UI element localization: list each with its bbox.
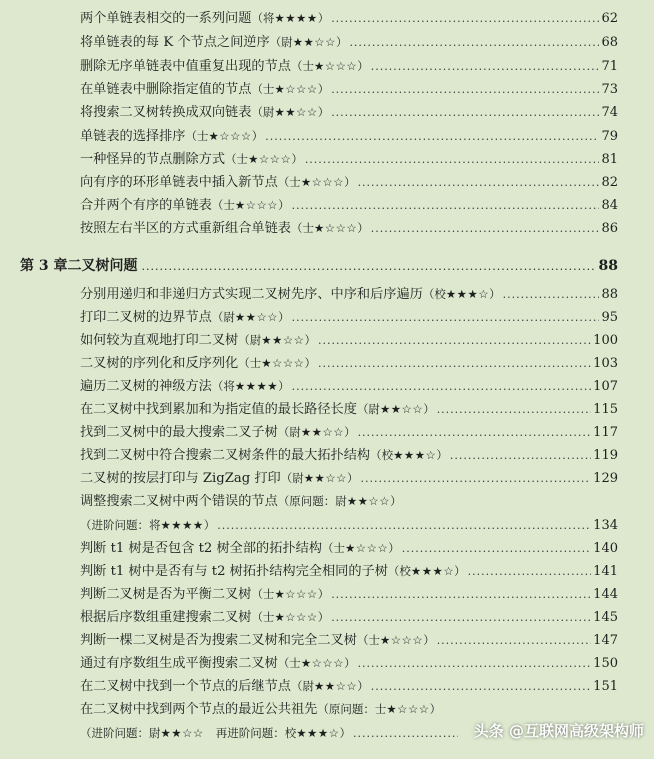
page-number: 86 xyxy=(601,221,618,236)
entry-title: 二叉树的序列化和反序列化 xyxy=(80,356,239,371)
difficulty-stars: ★★☆☆ xyxy=(160,726,204,740)
entry-title: 在二叉树中找到一个节点的后继节点 xyxy=(80,679,291,694)
page-number: 141 xyxy=(593,564,618,579)
toc-entry: 删除无序单链表中值重复出现的节点 （士 ★☆☆☆ ） ..... 71 xyxy=(80,57,618,76)
difficulty-stars: ★★★☆ xyxy=(296,726,340,740)
page-number: 107 xyxy=(593,379,618,394)
toc-entry: 按照左右半区的方式重新组合单链表 （士 ★☆☆☆ ） ..... 86 xyxy=(80,219,618,238)
page-number: 71 xyxy=(601,59,618,74)
page-number: 103 xyxy=(593,356,618,371)
entry-title: 一种怪异的节点删除方式 xyxy=(80,152,226,167)
difficulty-stars: ★☆☆☆ xyxy=(386,702,430,716)
toc-entry: 将搜索二叉树转换成双向链表 （尉 ★★☆☆ ） ..... 74 xyxy=(80,103,618,122)
leader-dots xyxy=(450,447,591,465)
leader-dots xyxy=(371,58,600,76)
leader-dots xyxy=(292,197,600,215)
entry-title: 在二叉树中找到两个节点的最近公共祖先 xyxy=(80,702,318,717)
toc-entry: 向有序的环形单链表中插入新节点 （士 ★☆☆☆ ） ..... 82 xyxy=(80,173,618,192)
difficulty-stars: ★★★★ xyxy=(160,518,204,532)
page-number: 62 xyxy=(601,11,618,26)
page-number: 82 xyxy=(601,175,618,190)
difficulty-stars: ★☆☆☆ xyxy=(261,356,305,370)
difficulty-stars: ★☆☆☆ xyxy=(344,541,389,555)
toc-entry: 遍历二叉树的神级方法 （将 ★★★★ ） ..... 107 xyxy=(80,377,618,396)
entry-title: 将搜索二叉树转换成双向链表 xyxy=(80,105,252,120)
entry-title: 根据后序数组重建搜索二叉树 xyxy=(80,610,252,625)
leader-dots xyxy=(265,128,599,146)
page-number: 134 xyxy=(593,518,618,533)
difficulty-stars: ★★☆☆ xyxy=(303,471,347,485)
toc-entry: 分别用递归和非递归方式实现二叉树先序、中序和后序遍历 （校 ★★★☆ ） ..... 88 xyxy=(80,285,618,304)
page-number: 145 xyxy=(593,610,618,625)
entry-title: 分别用递归和非递归方式实现二叉树先序、中序和后序遍历 xyxy=(80,287,423,302)
entry-title: 在二叉树中找到累加和为指定值的最长路径长度 xyxy=(80,402,357,417)
toc-entry: 判断一棵二叉树是否为搜索二叉树和完全二叉树 （士 ★☆☆☆ ） ..... 147 xyxy=(80,631,618,650)
toc-entry: 通过有序数组生成平衡搜索二叉树 （士 ★☆☆☆ ） ..... 150 xyxy=(80,654,618,673)
difficulty-stars: ★★☆☆ xyxy=(261,333,305,347)
leader-dots xyxy=(437,632,591,650)
leader-dots xyxy=(331,104,599,122)
leader-dots xyxy=(371,678,591,696)
entry-title: 删除无序单链表中值重复出现的节点 xyxy=(80,59,291,74)
toc-entry: 打印二叉树的边界节点 （尉 ★★☆☆ ） ..... 95 xyxy=(80,308,618,327)
difficulty-stars: ★★★★ xyxy=(274,11,318,25)
entry-title: 判断一棵二叉树是否为搜索二叉树和完全二叉树 xyxy=(80,633,357,648)
page-number: 68 xyxy=(601,35,618,50)
difficulty-stars: ★★☆☆ xyxy=(274,105,318,119)
page-number: 144 xyxy=(593,587,618,602)
leader-dots xyxy=(358,655,592,673)
difficulty-stars: ★★★★ xyxy=(234,379,279,393)
entry-title: 向有序的环形单链表中插入新节点 xyxy=(80,175,278,190)
difficulty-stars: ★☆☆☆ xyxy=(314,221,358,235)
leader-dots xyxy=(318,332,591,350)
toc-entry: 单链表的选择排序 （士 ★☆☆☆ ） ..... 79 xyxy=(80,127,618,146)
entry-title: 单链表的选择排序 xyxy=(80,129,186,144)
difficulty-stars: ★☆☆☆ xyxy=(248,152,292,166)
leader-dots xyxy=(318,355,591,373)
difficulty-stars: ★★☆☆ xyxy=(314,679,358,693)
page-number: 151 xyxy=(593,679,618,694)
leader-dots xyxy=(217,517,591,535)
leader-dots xyxy=(331,609,591,627)
toc-entry: 两个单链表相交的一系列问题 （将 ★★★★ ） ..... 62 xyxy=(80,9,618,28)
page-number: 79 xyxy=(601,129,618,144)
difficulty-stars: ★★☆☆ xyxy=(234,310,279,324)
entry-title: 判断二叉树是否为平衡二叉树 xyxy=(80,587,252,602)
entry-title: 找到二叉树中的最大搜索二叉子树 xyxy=(80,425,278,440)
difficulty-stars: ★★☆☆ xyxy=(300,425,345,439)
toc-entry: 一种怪异的节点删除方式 （士 ★☆☆☆ ） ..... 81 xyxy=(80,150,618,169)
leader-dots xyxy=(292,309,600,327)
leader-dots xyxy=(142,257,595,277)
difficulty-stars: ★☆☆☆ xyxy=(300,656,345,670)
toc-entry: 如何较为直观地打印二叉树 （尉 ★★☆☆ ） ..... 100 xyxy=(80,331,618,350)
difficulty-stars: ★★★☆ xyxy=(393,448,437,462)
toc-entry: 在二叉树中找到累加和为指定值的最长路径长度 （尉 ★★☆☆ ） ..... 115 xyxy=(80,400,618,419)
toc-entry: 在单链表中删除指定值的节点 （士 ★☆☆☆ ） ..... 73 xyxy=(80,80,618,99)
difficulty-stars: ★★★☆ xyxy=(445,287,490,301)
entry-title: 通过有序数组生成平衡搜索二叉树 xyxy=(80,656,278,671)
difficulty-stars: ★☆☆☆ xyxy=(208,129,252,143)
page-number: 81 xyxy=(601,152,618,167)
difficulty-stars: ★☆☆☆ xyxy=(379,633,424,647)
chapter-title: 二叉树问题 xyxy=(67,258,138,274)
page-number: 73 xyxy=(601,82,618,97)
toc-entry: 将单链表的每 K 个节点之间逆序 （尉 ★★☆☆ ） ..... 68 xyxy=(80,33,618,52)
entry-title: 找到二叉树中符合搜索二叉树条件的最大拓扑结构 xyxy=(80,448,371,463)
entry-title: 二叉树的按层打印与 ZigZag 打印 xyxy=(80,471,281,486)
entry-title: 按照左右半区的方式重新组合单链表 xyxy=(80,221,291,236)
chapter-number: 第 3 章 xyxy=(20,258,68,274)
toc-entry: 根据后序数组重建搜索二叉树 （士 ★☆☆☆ ） ..... 145 xyxy=(80,608,618,627)
toc-entry: 判断二叉树是否为平衡二叉树 （士 ★☆☆☆ ） ..... 144 xyxy=(80,585,618,604)
difficulty-stars: ★☆☆☆ xyxy=(274,610,318,624)
watermark: 头条 @互联网高级架构师 xyxy=(473,722,644,740)
leader-dots xyxy=(331,81,599,99)
chapter-heading xyxy=(20,256,618,277)
page-number: 84 xyxy=(601,198,618,213)
page-number: 74 xyxy=(601,105,618,120)
leader-dots xyxy=(358,174,600,192)
leader-dots xyxy=(503,286,600,304)
entry-title: 将单链表的每 K 个节点之间逆序 xyxy=(80,35,270,50)
leader-dots xyxy=(305,151,600,169)
toc-entry: 判断 t1 树是否包含 t2 树全部的拓扑结构 （士 ★☆☆☆ ） ..... 140 xyxy=(80,539,618,558)
toc-entry: 调整搜索二叉树中两个错误的节点 （原问题：尉 ★★☆☆ ） xyxy=(80,494,402,509)
leader-dots xyxy=(349,34,599,52)
entry-title: 如何较为直观地打印二叉树 xyxy=(80,333,239,348)
page-number: 117 xyxy=(593,425,618,440)
toc-entry: 在二叉树中找到一个节点的后继节点 （尉 ★★☆☆ ） ..... 151 xyxy=(80,677,618,696)
page-number: 115 xyxy=(593,402,618,417)
entry-title: 打印二叉树的边界节点 xyxy=(80,310,212,325)
leader-dots xyxy=(402,540,591,558)
entry-title: 调整搜索二叉树中两个错误的节点 xyxy=(80,494,278,509)
entry-title: 两个单链表相交的一系列问题 xyxy=(80,11,252,26)
entry-title: 在单链表中删除指定值的节点 xyxy=(80,82,252,97)
entry-title: 判断 t1 树是否包含 t2 树全部的拓扑结构 xyxy=(80,541,322,556)
page-number: 119 xyxy=(593,448,618,463)
entry-title: 判断 t1 树中是否有与 t2 树拓扑结构完全相同的子树 xyxy=(80,564,388,579)
leader-dots xyxy=(292,378,592,396)
entry-title: 合并两个有序的单链表 xyxy=(80,198,212,213)
difficulty-stars: ★★☆☆ xyxy=(346,494,391,508)
toc-entry: 找到二叉树中符合搜索二叉树条件的最大拓扑结构 （校 ★★★☆ ） ..... 119 xyxy=(80,446,618,465)
difficulty-stars: ★☆☆☆ xyxy=(314,59,358,73)
difficulty-stars: ★☆☆☆ xyxy=(234,198,279,212)
page-number: 95 xyxy=(601,310,618,325)
difficulty-stars: ★☆☆☆ xyxy=(274,82,318,96)
page-number: 100 xyxy=(593,333,618,348)
toc-entry: 二叉树的序列化和反序列化 （士 ★☆☆☆ ） ..... 103 xyxy=(80,354,618,373)
page-number: 129 xyxy=(593,471,618,486)
leader-dots xyxy=(331,10,599,28)
toc-entry: 判断 t1 树中是否有与 t2 树拓扑结构完全相同的子树 （校 ★★★☆ ） ..... 141 xyxy=(80,562,618,581)
leader-dots xyxy=(361,470,592,488)
toc-entry: 在二叉树中找到两个节点的最近公共祖先 （原问题：士 ★☆☆☆ ） xyxy=(80,702,442,717)
toc-entry: 找到二叉树中的最大搜索二叉子树 （尉 ★★☆☆ ） ..... 117 xyxy=(80,423,618,442)
leader-dots xyxy=(353,725,458,743)
toc-entry: 二叉树的按层打印与 ZigZag 打印 （尉 ★★☆☆ ） ..... 129 xyxy=(80,469,618,488)
difficulty-stars: ★☆☆☆ xyxy=(300,175,345,189)
difficulty-stars: ★☆☆☆ xyxy=(274,587,318,601)
toc-entry-continuation: （进阶问题：尉 ★★☆☆ 再进阶问题：校 ★★★☆ ） ..... xyxy=(80,724,460,743)
page-number: 150 xyxy=(593,656,618,671)
entry-title: 遍历二叉树的神级方法 xyxy=(80,379,212,394)
toc-entry-continuation: （进阶问题：将 ★★★★ ） ..... 134 xyxy=(80,516,618,535)
difficulty-stars: ★★★☆ xyxy=(410,564,455,578)
leader-dots xyxy=(371,220,600,238)
page-number: 140 xyxy=(593,541,618,556)
page-number: 147 xyxy=(593,633,618,648)
leader-dots xyxy=(331,586,591,604)
page-number: 88 xyxy=(598,258,618,274)
toc-entry: 合并两个有序的单链表 （士 ★☆☆☆ ） ..... 84 xyxy=(80,196,618,215)
leader-dots xyxy=(437,401,591,419)
leader-dots xyxy=(358,424,592,442)
difficulty-stars: ★★☆☆ xyxy=(379,402,424,416)
difficulty-stars: ★★☆☆ xyxy=(292,35,336,49)
page-number: 88 xyxy=(601,287,618,302)
leader-dots xyxy=(468,563,592,581)
